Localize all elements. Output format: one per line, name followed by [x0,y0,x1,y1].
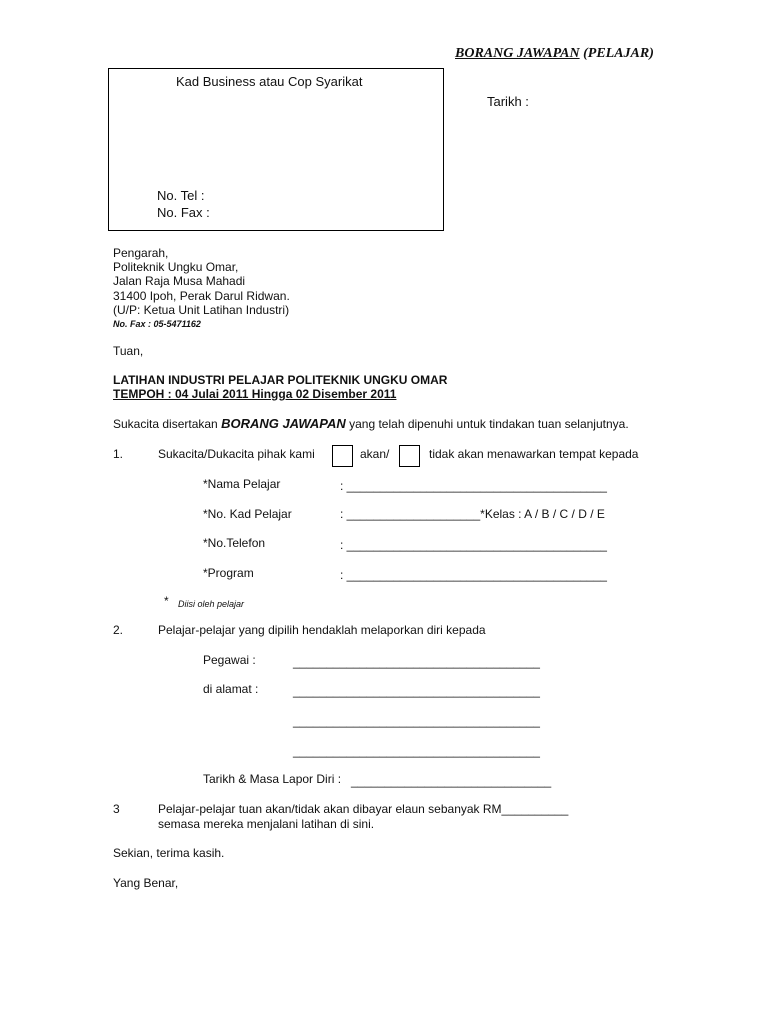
fax-label: No. Fax : [157,205,210,220]
kad-label: *No. Kad Pelajar [203,507,292,521]
item1-text-before: Sukacita/Dukacita pihak kami [158,447,315,461]
subject-line-2: TEMPOH : 04 Julai 2011 Hingga 02 Disember 2011 [113,387,397,401]
closing-line-2: Yang Benar, [113,876,179,890]
item3-line-2: semasa mereka menjalani latihan di sini. [158,817,375,831]
closing-line-1: Sekian, terima kasih. [113,846,225,860]
item1-number: 1. [113,447,124,461]
address-line-3: Jalan Raja Musa Mahadi [113,274,246,288]
telefon-field[interactable]: : _______________________________________ [340,538,607,552]
note-star: * [164,594,169,608]
address-line-2: Politeknik Ungku Omar, [113,260,239,274]
form-title [455,46,654,62]
nama-label: *Nama Pelajar [203,477,281,491]
kad-field[interactable]: : ____________________*Kelas : A / B / C / D / E [340,507,605,521]
item3-line-1: Pelajar-pelajar tuan akan/tidak akan dibayar elaun sebanyak RM__________ [158,802,569,816]
nama-field[interactable]: : _______________________________________ [340,479,607,493]
lapor-field[interactable]: ______________________________ [351,774,552,788]
item1-text-after: tidak akan menawarkan tempat kepada [429,447,639,461]
pegawai-field[interactable]: _____________________________________ [293,655,540,669]
tidak-akan-checkbox[interactable] [399,445,420,467]
item3-number: 3 [113,802,120,816]
intro-emphasis: BORANG JAWAPAN [221,416,346,431]
alamat-field-1[interactable]: _____________________________________ [293,684,540,698]
address-line-1: Pengarah, [113,246,169,260]
program-label: *Program [203,566,254,580]
form-title-suffix: (PELAJAR) [579,46,654,61]
business-card-title: Kad Business atau Cop Syarikat [176,74,363,89]
alamat-field-2[interactable]: _____________________________________ [293,714,540,728]
subject-line-1: LATIHAN INDUSTRI PELAJAR POLITEKNIK UNGKU OMAR [113,373,448,387]
note-text: Diisi oleh pelajar [178,599,245,609]
date-label: Tarikh : [487,94,529,109]
telefon-label: *No.Telefon [203,536,266,550]
form-title-main: BORANG JAWAPAN [455,46,580,61]
intro-paragraph [113,416,629,431]
lapor-label: Tarikh & Masa Lapor Diri : [203,772,342,786]
address-line-5: (U/P: Ketua Unit Latihan Industri) [113,303,290,317]
pegawai-label: Pegawai : [203,653,256,667]
alamat-field-3[interactable]: _____________________________________ [293,744,540,758]
intro-after: yang telah dipenuhi untuk tindakan tuan selanjutnya. [345,417,629,431]
item2-text: Pelajar-pelajar yang dipilih hendaklah melaporkan diri kepada [158,623,486,637]
address-line-4: 31400 Ipoh, Perak Darul Ridwan. [113,289,290,303]
alamat-label: di alamat : [203,682,259,696]
address-fax: No. Fax : 05-5471162 [113,319,201,329]
program-field[interactable]: : _______________________________________ [340,568,607,582]
intro-before: Sukacita disertakan [113,417,222,431]
salutation: Tuan, [113,344,144,358]
item1-text-akan: akan/ [360,447,390,461]
item2-number: 2. [113,623,124,637]
tel-label: No. Tel : [157,188,205,203]
akan-checkbox[interactable] [332,445,353,467]
